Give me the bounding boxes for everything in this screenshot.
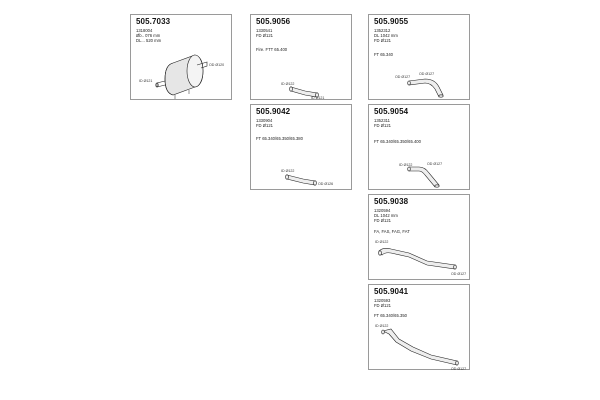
dim-label: OD Ø127: [395, 75, 411, 79]
spec-line: FD Ø121: [256, 123, 273, 128]
spec-line: 1352312: [374, 28, 391, 33]
bent-pipe-drawing: [369, 105, 471, 191]
spec-line: 1352311: [374, 118, 390, 123]
dim-label: ID Ø121: [139, 79, 153, 83]
part-number: 505.9042: [256, 107, 291, 116]
part-card-505-9042[interactable]: [250, 104, 352, 190]
dim-label: ID Ø122: [399, 163, 413, 167]
spec-line: FT 65.340: [374, 52, 394, 57]
dim-label: OD Ø127: [451, 367, 467, 371]
dim-label: OD Ø127: [451, 272, 467, 276]
spec-line: 1318004: [136, 28, 153, 33]
spec-line: 1320594: [374, 208, 391, 213]
spec-line: DL 1042 mm: [374, 33, 398, 38]
spec-line: 1320593: [374, 298, 391, 303]
dim-label: ID Ø122: [375, 240, 389, 244]
part-card-505-9038[interactable]: [368, 194, 470, 280]
muffler-drawing: [131, 15, 233, 101]
spec-line: DL... 520 mm: [136, 38, 162, 43]
bent-pipe-drawing: [369, 15, 471, 101]
spec-line: Øb.. 076 mm: [136, 33, 161, 38]
dim-label: OD Ø120: [209, 63, 225, 67]
spec-line: FT 65.340/65.350/65.400: [374, 139, 421, 144]
spec-line: FD Ø121: [374, 303, 391, 308]
spec-line: FD Ø121: [374, 123, 391, 128]
part-card-505-9041[interactable]: [368, 284, 470, 370]
spec-line: 1330541: [256, 28, 273, 33]
part-card-505-9054[interactable]: [368, 104, 470, 190]
part-card-505-7033[interactable]: [130, 14, 232, 100]
long-pipe-drawing: [369, 285, 471, 371]
spec-line: FA, FAS, FAG, FAT: [374, 229, 410, 234]
dim-label: ID Ø121: [311, 96, 325, 100]
part-number: 505.9054: [374, 107, 409, 116]
dim-label: ID Ø122: [281, 82, 295, 86]
spec-line: FD Ø121: [374, 218, 391, 223]
spec-line: FT 65.340/65.350/65.380: [256, 136, 303, 141]
spec-line: FD Ø121: [256, 33, 273, 38]
pipe-drawing: [251, 105, 353, 191]
dim-label: OD Ø127: [427, 162, 443, 166]
part-card-505-9056[interactable]: [250, 14, 352, 100]
dim-label: OD Ø127: [419, 72, 435, 76]
spec-line: FD Ø121: [374, 38, 391, 43]
part-number: 505.7033: [136, 17, 171, 26]
dim-label: ID Ø122: [375, 324, 389, 328]
part-number: 505.9055: [374, 17, 409, 26]
long-pipe-drawing: [369, 195, 471, 281]
part-number: 505.9038: [374, 197, 409, 206]
part-number: 505.9041: [374, 287, 409, 296]
spec-line: Fire. FTT 65.400: [256, 47, 288, 52]
dim-label: OD Ø126: [318, 182, 334, 186]
pipe-drawing: [251, 15, 353, 101]
spec-line: 1330904: [256, 118, 273, 123]
spec-line: FT 65.340/65.350: [374, 313, 407, 318]
spec-line: DL 1042 mm: [374, 213, 398, 218]
dim-label: ID Ø122: [281, 169, 295, 173]
part-card-505-9055[interactable]: [368, 14, 470, 100]
part-number: 505.9056: [256, 17, 291, 26]
